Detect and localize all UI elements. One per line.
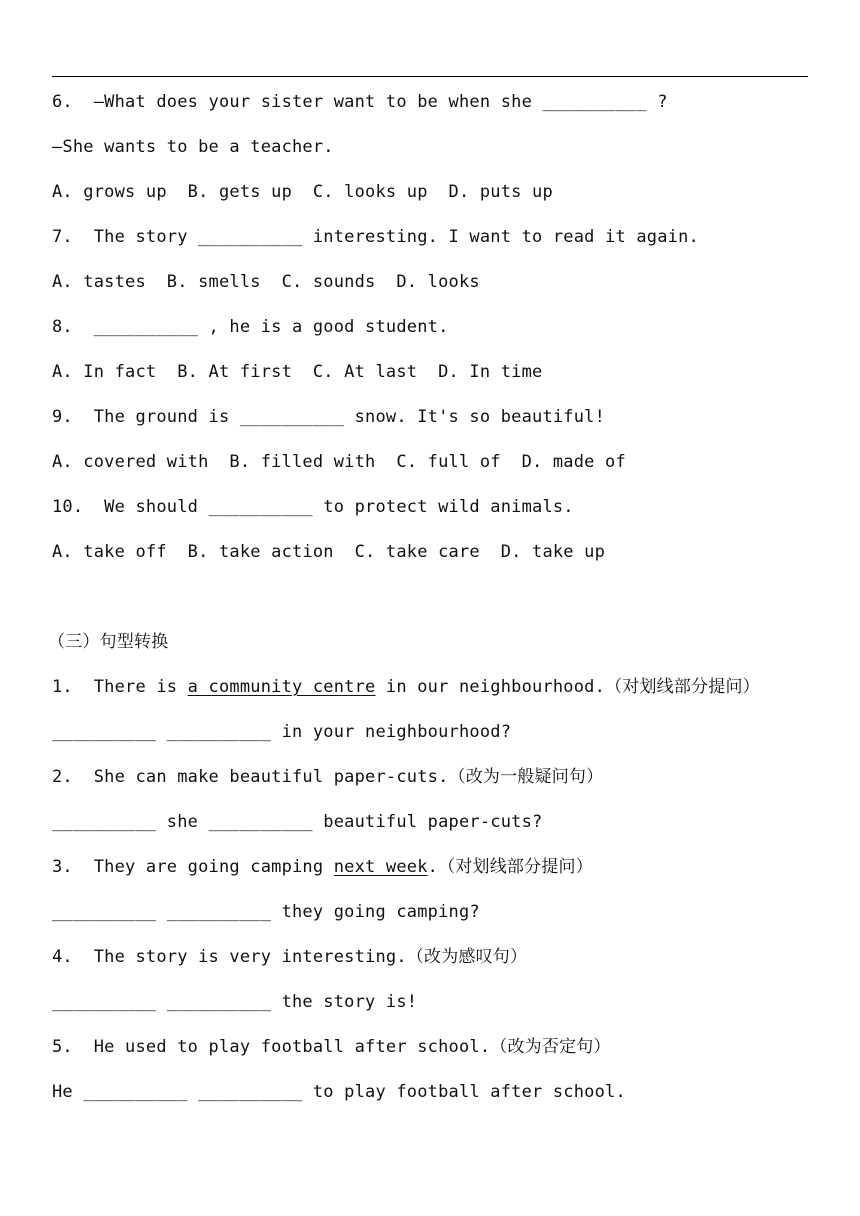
question-6-stem: 6. —What does your sister want to be when she __________ ? (52, 92, 668, 112)
sentence-1-instruction: （对划线部分提问） (605, 677, 760, 697)
answer-5: He __________ __________ to play football after school. (52, 1082, 626, 1102)
question-6-options: A. grows up B. gets up C. looks up D. puts up (52, 182, 553, 202)
sentence-3-text-end: . (427, 857, 439, 877)
question-10-options: A. take off B. take action C. take care D. take up (52, 542, 606, 562)
sentence-5-instruction: （改为否定句） (490, 1037, 611, 1057)
question-9-stem: 9. The ground is __________ snow. It's so beautiful! (52, 407, 606, 427)
question-8-stem: 8. __________ , he is a good student. (52, 317, 449, 337)
question-8-options: A. In fact B. At first C. At last D. In time (52, 362, 543, 382)
sentence-4-text: 4. The story is very interesting. (52, 947, 407, 967)
sentence-4 (52, 946, 527, 968)
answer-4: __________ __________ the story is! (52, 992, 418, 1012)
section-title: （三）句型转换 (48, 632, 169, 652)
answer-2: __________ she __________ beautiful paper-cuts? (52, 812, 543, 832)
answer-1: __________ __________ in your neighbourhood? (52, 722, 512, 742)
sentence-1-text-end: in our neighbourhood. (375, 677, 606, 697)
sentence-5-text: 5. He used to play football after school. (52, 1037, 491, 1057)
question-7-options: A. tastes B. smells C. sounds D. looks (52, 272, 480, 292)
sentence-4-instruction: （改为感叹句） (406, 947, 528, 967)
question-6-reply: —She wants to be a teacher. (52, 137, 334, 157)
sentence-3-text: 3. They are going camping (52, 857, 334, 877)
sentence-3 (52, 856, 593, 878)
sentence-5 (52, 1036, 611, 1058)
question-9-options: A. covered with B. filled with C. full of D. made of (52, 452, 626, 472)
question-10-stem: 10. We should __________ to protect wild animals. (52, 497, 574, 517)
question-7-stem: 7. The story __________ interesting. I want to read it again. (52, 227, 699, 247)
sentence-2-text: 2. She can make beautiful paper-cuts. (52, 767, 449, 787)
sentence-1-text: 1. There is (52, 677, 188, 697)
sentence-1-underlined: a community centre (187, 677, 376, 697)
answer-3: __________ __________ they going camping? (52, 902, 480, 922)
sentence-3-underlined: next week (333, 857, 428, 877)
sentence-2 (52, 766, 603, 788)
header-rule (52, 76, 808, 77)
sentence-1 (52, 676, 760, 698)
sentence-2-instruction: （改为一般疑问句） (448, 767, 604, 787)
sentence-3-instruction: （对划线部分提问） (438, 857, 593, 877)
